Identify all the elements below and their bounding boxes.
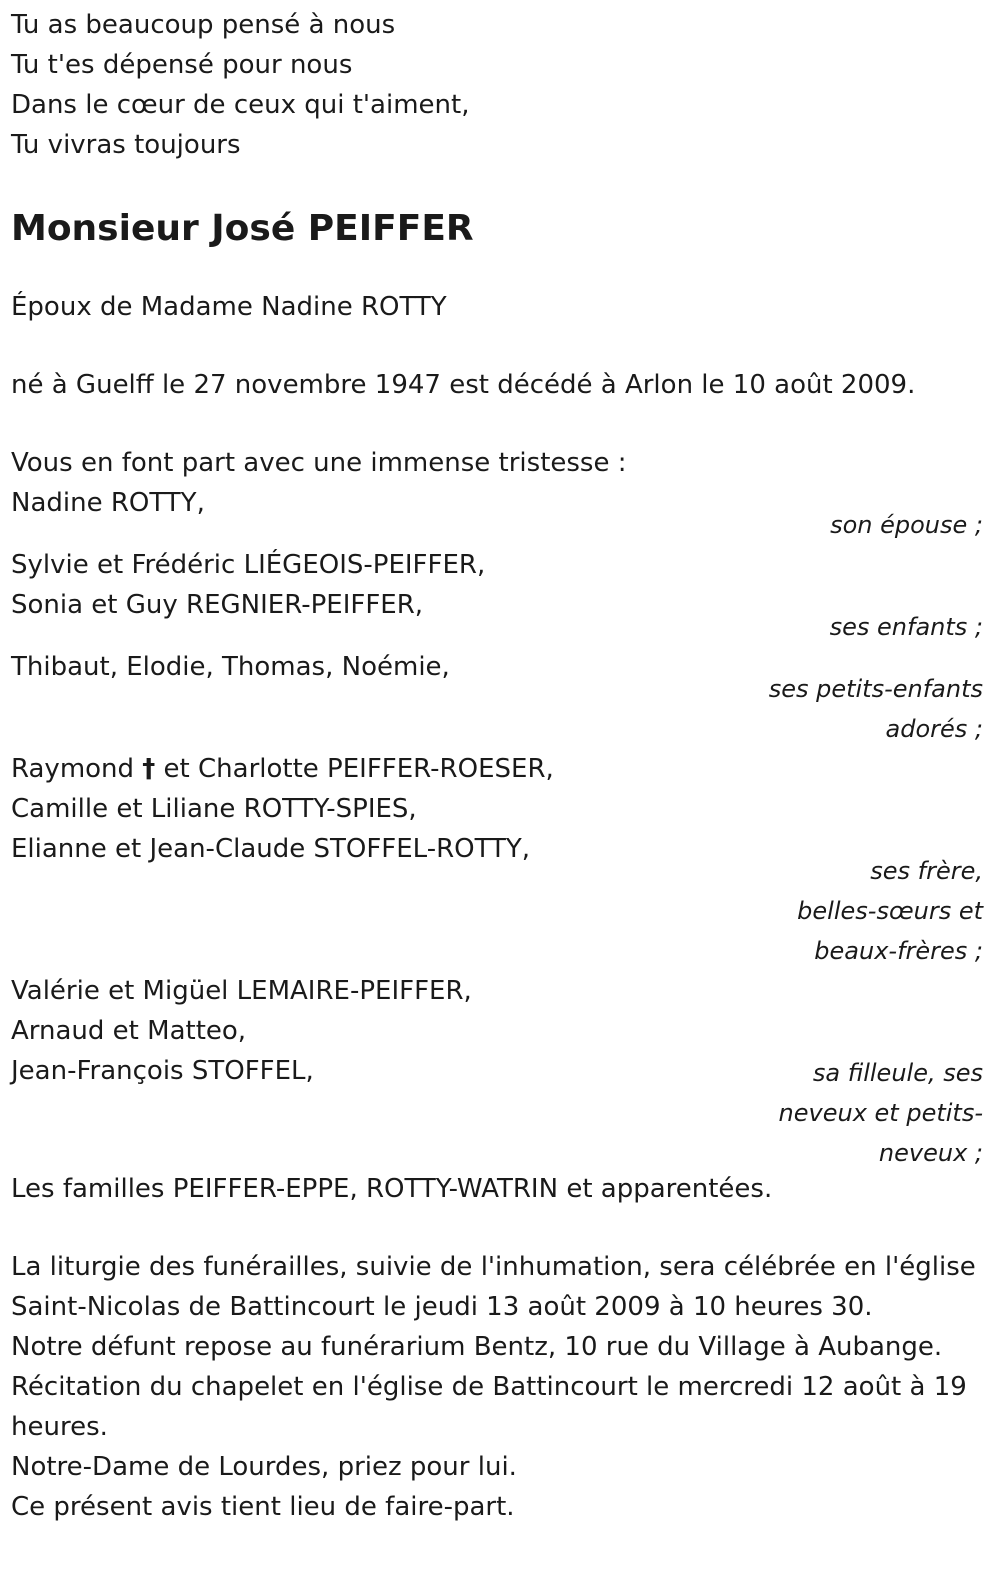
relation-label	[743, 851, 983, 971]
relation-line: beaux-frères ;	[814, 937, 983, 965]
relation-line: sa filleule, ses	[812, 1059, 983, 1087]
family-group-spouse	[11, 483, 983, 545]
family-group-grandchildren	[11, 647, 983, 749]
relation-line: son épouse ;	[830, 511, 983, 539]
relation-label	[743, 505, 983, 545]
family-name: Camille et Liliane ROTTY-SPIES,	[11, 794, 417, 824]
poem-line: Tu t'es dépensé pour nous	[11, 50, 353, 80]
obituary-notice	[11, 0, 983, 1527]
family-name: Arnaud et Matteo,	[11, 1016, 247, 1046]
family-name: Jean-François STOFFEL,	[11, 1056, 314, 1086]
family-name: Sonia et Guy REGNIER-PEIFFER,	[11, 590, 424, 620]
cross-icon: †	[142, 754, 156, 784]
relation-line: ses enfants ;	[829, 613, 983, 641]
name-text: Raymond	[11, 754, 135, 784]
family-group-siblings	[11, 749, 983, 971]
family-group-nephews	[11, 971, 983, 1193]
relation-line: adorés ;	[885, 715, 983, 743]
family-name: Valérie et Migüel LEMAIRE-PEIFFER,	[11, 976, 472, 1006]
closing-line: Saint-Nicolas de Battincourt le jeudi 13 août 2009 à 10 heures 30.	[11, 1292, 873, 1322]
family-group-children	[11, 545, 983, 647]
relation-line: neveux et petits-	[778, 1099, 983, 1127]
spouse-line: Époux de Madame Nadine ROTTY	[11, 292, 447, 322]
poem-line: Tu vivras toujours	[11, 130, 241, 160]
poem	[11, 5, 983, 165]
poem-line: Dans le cœur de ceux qui t'aiment,	[11, 90, 470, 120]
relation-line: neveux ;	[878, 1139, 983, 1167]
family-name	[11, 749, 983, 789]
poem-line: Tu as beaucoup pensé à nous	[11, 10, 396, 40]
relation-label	[743, 669, 983, 749]
closing-line: Ce présent avis tient lieu de faire-part.	[11, 1492, 515, 1522]
family-name: Elianne et Jean-Claude STOFFEL-ROTTY,	[11, 834, 531, 864]
name-text: et Charlotte PEIFFER-ROESER,	[155, 754, 554, 784]
closing-line: Notre-Dame de Lourdes, priez pour lui.	[11, 1452, 517, 1482]
relation-label	[743, 607, 983, 647]
closing-line: heures.	[11, 1412, 108, 1442]
relation-line: ses petits-enfants	[768, 675, 983, 703]
families-line: Les familles PEIFFER-EPPE, ROTTY-WATRIN et apparentées.	[11, 1174, 773, 1204]
relation-line: belles-sœurs et	[797, 897, 983, 925]
family-name: Sylvie et Frédéric LIÉGEOIS-PEIFFER,	[11, 550, 486, 580]
birth-death-line: né à Guelff le 27 novembre 1947 est décédé à Arlon le 10 août 2009.	[11, 370, 916, 400]
relation-line: ses frère,	[870, 857, 983, 885]
closing-line: Récitation du chapelet en l'église de Battincourt le mercredi 12 août à 19	[11, 1372, 967, 1402]
deceased-name: Monsieur José PEIFFER	[11, 208, 474, 249]
relation-label	[743, 1053, 983, 1173]
closing-info	[11, 1247, 983, 1527]
intro-line: Vous en font part avec une immense tristesse :	[11, 448, 627, 478]
family-name: Thibaut, Elodie, Thomas, Noémie,	[11, 652, 450, 682]
family-name: Nadine ROTTY,	[11, 488, 205, 518]
closing-line: Notre défunt repose au funérarium Bentz, 10 rue du Village à Aubange.	[11, 1332, 943, 1362]
closing-line: La liturgie des funérailles, suivie de l'inhumation, sera célébrée en l'église	[11, 1252, 976, 1282]
